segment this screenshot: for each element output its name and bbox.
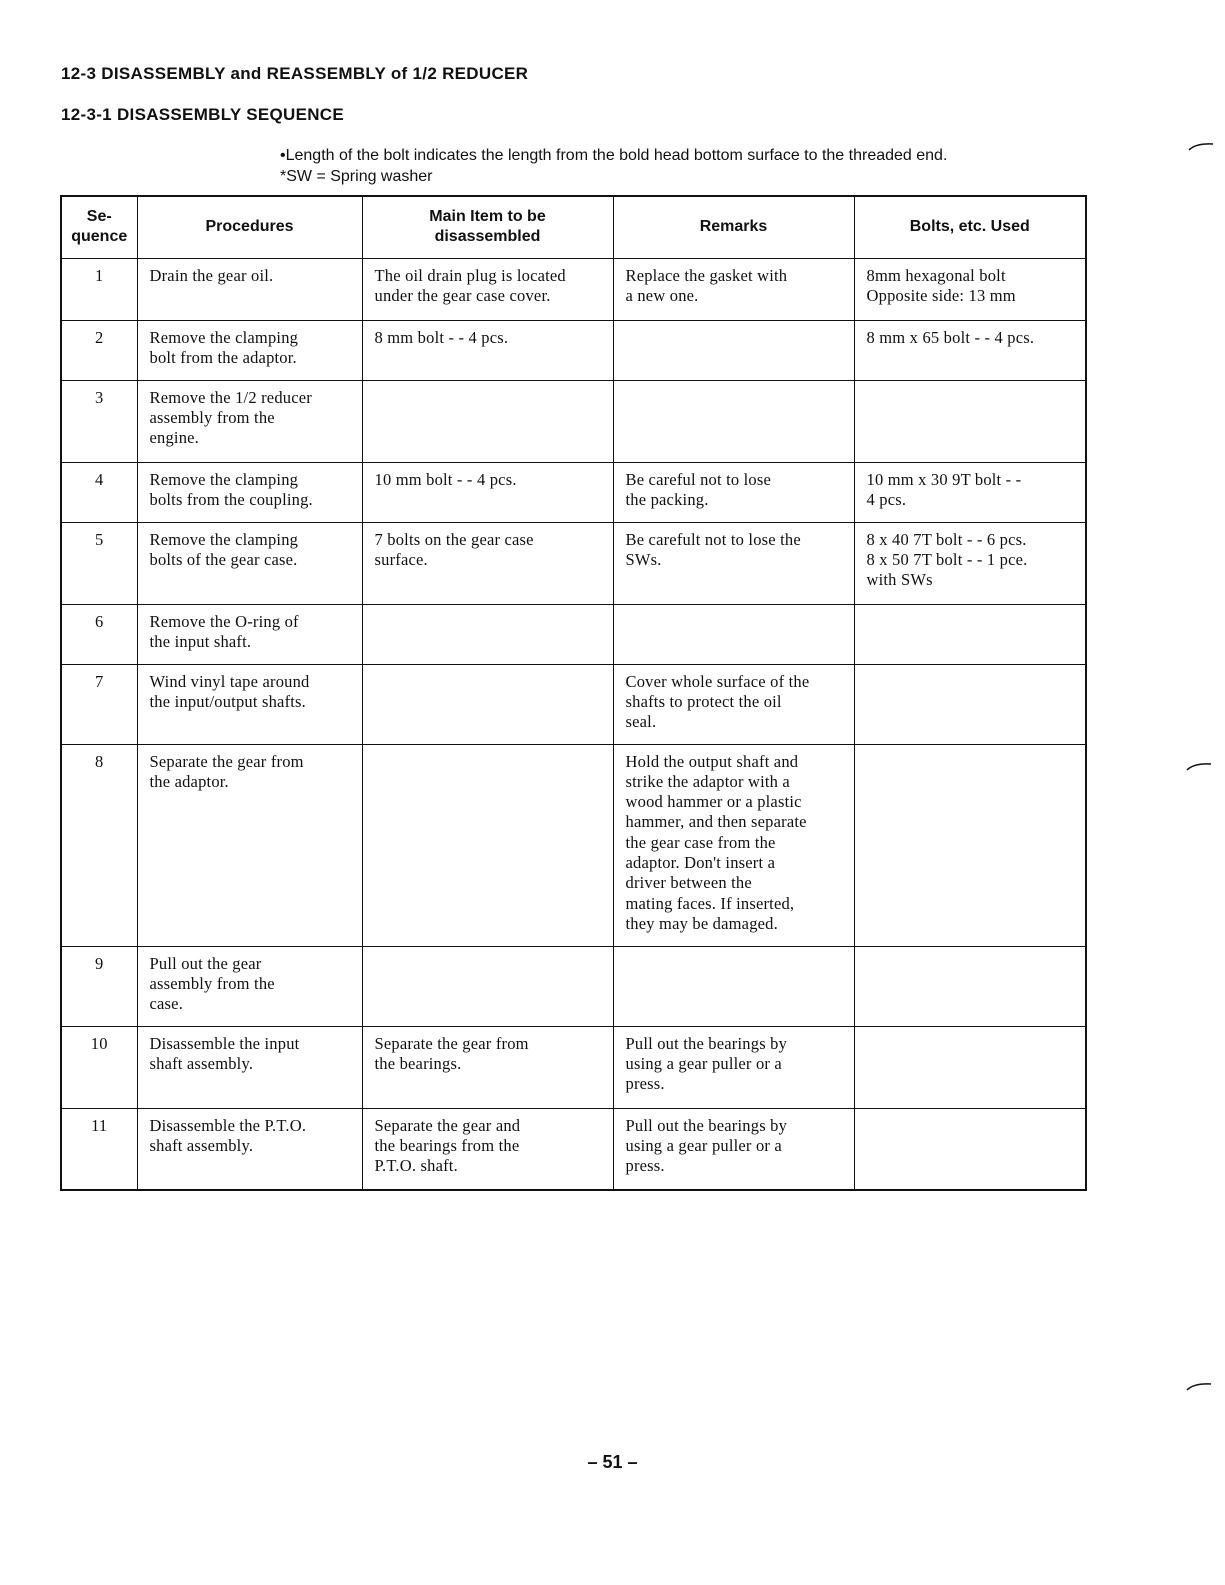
header-bolts: Bolts, etc. Used <box>854 196 1086 258</box>
margin-mark <box>1188 142 1212 144</box>
remarks-cell: Pull out the bearings by using a gear puller or a press. <box>613 1108 854 1190</box>
procedure-cell: Disassemble the input shaft assembly. <box>137 1026 362 1108</box>
sequence-cell: 6 <box>61 604 137 664</box>
main-item-cell: Separate the gear from the bearings. <box>362 1026 613 1108</box>
bolts-cell <box>854 380 1086 462</box>
procedure-cell: Remove the 1/2 reducer assembly from the engine. <box>137 380 362 462</box>
table-row <box>61 320 1086 380</box>
procedure-cell: Remove the clamping bolt from the adaptor. <box>137 320 362 380</box>
remarks-cell <box>613 604 854 664</box>
remarks-cell: Cover whole surface of the shafts to protect the oil seal. <box>613 664 854 744</box>
main-item-cell <box>362 744 613 946</box>
sequence-cell: 2 <box>61 320 137 380</box>
procedure-cell: Drain the gear oil. <box>137 258 362 320</box>
sequence-cell: 3 <box>61 380 137 462</box>
table-row <box>61 522 1086 604</box>
bolts-cell: 8mm hexagonal bolt Opposite side: 13 mm <box>854 258 1086 320</box>
disassembly-sequence-table <box>60 195 1087 1191</box>
remarks-cell: Pull out the bearings by using a gear puller or a press. <box>613 1026 854 1108</box>
header-sequence: Se- quence <box>61 196 137 258</box>
procedure-cell: Pull out the gear assembly from the case. <box>137 946 362 1026</box>
main-item-cell <box>362 946 613 1026</box>
table-row <box>61 744 1086 946</box>
table-row <box>61 1108 1086 1190</box>
procedure-cell: Separate the gear from the adaptor. <box>137 744 362 946</box>
procedure-cell: Remove the clamping bolts of the gear case. <box>137 522 362 604</box>
remarks-cell <box>613 946 854 1026</box>
table-row <box>61 664 1086 744</box>
note-bolt-length: •Length of the bolt indicates the length from the bold head bottom surface to the threaded end. <box>280 147 948 164</box>
bolts-cell <box>854 604 1086 664</box>
table-row <box>61 380 1086 462</box>
main-item-cell: The oil drain plug is located under the gear case cover. <box>362 258 613 320</box>
bolts-cell <box>854 1108 1086 1190</box>
sequence-cell: 10 <box>61 1026 137 1108</box>
bolts-cell: 8 x 40 7T bolt - - 6 pcs. 8 x 50 7T bolt - - 1 pce. with SWs <box>854 522 1086 604</box>
main-item-cell: 7 bolts on the gear case surface. <box>362 522 613 604</box>
margin-mark <box>1186 1382 1210 1384</box>
sequence-cell: 4 <box>61 462 137 522</box>
sequence-cell: 8 <box>61 744 137 946</box>
main-item-cell <box>362 380 613 462</box>
sequence-cell: 11 <box>61 1108 137 1190</box>
bolts-cell: 8 mm x 65 bolt - - 4 pcs. <box>854 320 1086 380</box>
main-item-cell: Separate the gear and the bearings from the P.T.O. shaft. <box>362 1108 613 1190</box>
sequence-cell: 5 <box>61 522 137 604</box>
notes <box>280 145 947 187</box>
main-item-cell: 8 mm bolt - - 4 pcs. <box>362 320 613 380</box>
section-title: 12-3 DISASSEMBLY and REASSEMBLY of 1/2 REDUCER <box>61 64 529 83</box>
bolts-cell <box>854 744 1086 946</box>
header-procedures: Procedures <box>137 196 362 258</box>
table-row <box>61 258 1086 320</box>
procedure-cell: Disassemble the P.T.O. shaft assembly. <box>137 1108 362 1190</box>
remarks-cell: Be carefult not to lose the SWs. <box>613 522 854 604</box>
remarks-cell: Replace the gasket with a new one. <box>613 258 854 320</box>
page-number: – 51 – <box>587 1452 638 1472</box>
bolts-cell <box>854 1026 1086 1108</box>
note-spring-washer: *SW = Spring washer <box>280 168 433 185</box>
procedure-cell: Wind vinyl tape around the input/output shafts. <box>137 664 362 744</box>
remarks-cell <box>613 380 854 462</box>
sequence-cell: 9 <box>61 946 137 1026</box>
remarks-cell: Hold the output shaft and strike the adaptor with a wood hammer or a plastic hammer, and then separate the gear case from the adaptor. Don't insert a driver between the mating faces. If inserted, they may be damaged. <box>613 744 854 946</box>
header-main-item: Main Item to be disassembled <box>362 196 613 258</box>
procedure-cell: Remove the clamping bolts from the coupling. <box>137 462 362 522</box>
remarks-cell <box>613 320 854 380</box>
header-row <box>61 196 1086 258</box>
bolts-cell <box>854 664 1086 744</box>
bolts-cell <box>854 946 1086 1026</box>
main-item-cell <box>362 664 613 744</box>
procedure-cell: Remove the O-ring of the input shaft. <box>137 604 362 664</box>
main-item-cell <box>362 604 613 664</box>
remarks-cell: Be careful not to lose the packing. <box>613 462 854 522</box>
margin-mark <box>1186 762 1210 764</box>
header-remarks: Remarks <box>613 196 854 258</box>
table-row <box>61 1026 1086 1108</box>
sequence-cell: 1 <box>61 258 137 320</box>
subsection-title: 12-3-1 DISASSEMBLY SEQUENCE <box>61 105 345 124</box>
table-row <box>61 946 1086 1026</box>
sequence-cell: 7 <box>61 664 137 744</box>
main-item-cell: 10 mm bolt - - 4 pcs. <box>362 462 613 522</box>
bolts-cell: 10 mm x 30 9T bolt - - 4 pcs. <box>854 462 1086 522</box>
table-row <box>61 604 1086 664</box>
table-row <box>61 462 1086 522</box>
